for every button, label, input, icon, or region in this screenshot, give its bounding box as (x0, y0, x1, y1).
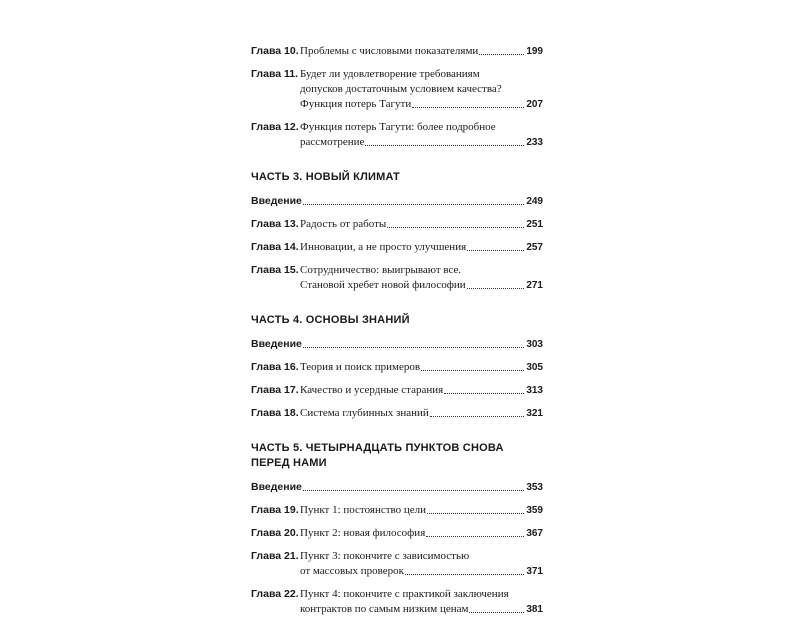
dot-leader (303, 204, 524, 205)
part-title-line: ЧАСТЬ 4. ОСНОВЫ ЗНАНИЙ (251, 314, 410, 326)
chapter-title-line: Пункт 4: покончите с практикой заключения (300, 588, 509, 600)
chapter-title-line: Функция потерь Тагути (300, 98, 412, 110)
toc-entry[interactable] (251, 44, 543, 59)
toc-entry[interactable] (251, 240, 543, 255)
toc-entry[interactable] (251, 67, 543, 112)
toc-entry[interactable] (251, 549, 543, 579)
chapter-label: Глава 18. (251, 407, 299, 419)
toc-entry[interactable] (251, 587, 543, 617)
intro-label: Введение (251, 481, 302, 493)
dot-leader (430, 416, 525, 417)
page-number: 271 (526, 280, 543, 291)
dot-leader (467, 288, 525, 289)
page-number: 367 (526, 528, 543, 539)
toc-continuation (251, 44, 543, 150)
toc-part-4 (251, 313, 543, 421)
page-number: 381 (526, 604, 543, 615)
chapter-title-line: Становой хребет новой философии (300, 279, 466, 291)
toc-entry[interactable] (251, 120, 543, 150)
part-title[interactable] (251, 170, 543, 185)
dot-leader (365, 145, 524, 146)
chapter-title-line: Функция потерь Тагути: более подробное (300, 121, 496, 133)
toc-entry[interactable] (251, 526, 543, 541)
dot-leader (426, 536, 524, 537)
page-number: 353 (526, 482, 543, 493)
part-title[interactable] (251, 441, 543, 471)
chapter-label: Глава 21. (251, 550, 299, 562)
chapter-title: Инновации, а не просто улучшения (300, 241, 467, 253)
dot-leader (405, 574, 524, 575)
dot-leader (303, 347, 524, 348)
chapter-label: Глава 14. (251, 241, 299, 253)
intro-label: Введение (251, 195, 302, 207)
dot-leader (479, 54, 524, 55)
chapter-title-line: Сотрудничество: выигрывают все. (300, 264, 462, 276)
page-number: 313 (526, 385, 543, 396)
toc-entry-intro[interactable] (251, 337, 543, 352)
chapter-title: Теория и поиск примеров (300, 361, 421, 373)
chapter-title-line: Пункт 3: покончите с зависимостью (300, 550, 470, 562)
chapter-label: Глава 15. (251, 264, 299, 276)
toc-part-3 (251, 170, 543, 293)
chapter-title: Пункт 2: новая философия (300, 527, 426, 539)
page-number: 233 (526, 137, 543, 148)
dot-leader (469, 612, 524, 613)
chapter-label: Глава 13. (251, 218, 299, 230)
part-title[interactable] (251, 313, 543, 328)
chapter-title-line: допусков достаточным условием качества? (300, 83, 502, 95)
chapter-label: Глава 16. (251, 361, 299, 373)
chapter-title: Качество и усердные старания (300, 384, 444, 396)
chapter-label: Глава 20. (251, 527, 299, 539)
toc-part-5 (251, 441, 543, 617)
page-number: 251 (526, 219, 543, 230)
page-number: 371 (526, 566, 543, 577)
toc-entry[interactable] (251, 503, 543, 518)
page-number: 321 (526, 408, 543, 419)
page-number: 359 (526, 505, 543, 516)
chapter-label: Глава 22. (251, 588, 299, 600)
page-number: 303 (526, 339, 543, 350)
page-number: 257 (526, 242, 543, 253)
chapter-title: Пункт 1: постоянство цели (300, 504, 427, 516)
chapter-title-line: рассмотрение (300, 136, 365, 148)
chapter-title: Радость от работы (300, 218, 387, 230)
chapter-title-line: от массовых проверок (300, 565, 405, 577)
dot-leader (303, 490, 524, 491)
chapter-label: Глава 17. (251, 384, 299, 396)
chapter-title: Система глубинных знаний (300, 407, 429, 419)
intro-label: Введение (251, 338, 302, 350)
toc-entry[interactable] (251, 263, 543, 293)
page-number: 199 (526, 46, 543, 57)
dot-leader (412, 107, 524, 108)
dot-leader (427, 513, 524, 514)
dot-leader (421, 370, 524, 371)
toc-entry-intro[interactable] (251, 194, 543, 209)
chapter-label: Глава 19. (251, 504, 299, 516)
dot-leader (444, 393, 524, 394)
dot-leader (467, 250, 524, 251)
chapter-label: Глава 10. (251, 45, 299, 57)
chapter-title-line: контрактов по самым низким ценам (300, 603, 469, 615)
part-title-line: ПЕРЕД НАМИ (251, 457, 327, 469)
toc-entry-intro[interactable] (251, 480, 543, 495)
toc-entry[interactable] (251, 383, 543, 398)
part-title-line: ЧАСТЬ 3. НОВЫЙ КЛИМАТ (251, 171, 400, 183)
chapter-label: Глава 12. (251, 121, 299, 133)
page-number: 207 (526, 99, 543, 110)
table-of-contents (251, 44, 543, 617)
page-number: 305 (526, 362, 543, 373)
toc-entry[interactable] (251, 360, 543, 375)
chapter-title: Проблемы с числовыми показателями (300, 45, 479, 57)
dot-leader (387, 227, 524, 228)
toc-entry[interactable] (251, 217, 543, 232)
toc-entry[interactable] (251, 406, 543, 421)
page-number: 249 (526, 196, 543, 207)
chapter-label: Глава 11. (251, 68, 299, 80)
part-title-line: ЧАСТЬ 5. ЧЕТЫРНАДЦАТЬ ПУНКТОВ СНОВА (251, 442, 504, 454)
chapter-title-line: Будет ли удовлетворение требованиям (300, 68, 480, 80)
